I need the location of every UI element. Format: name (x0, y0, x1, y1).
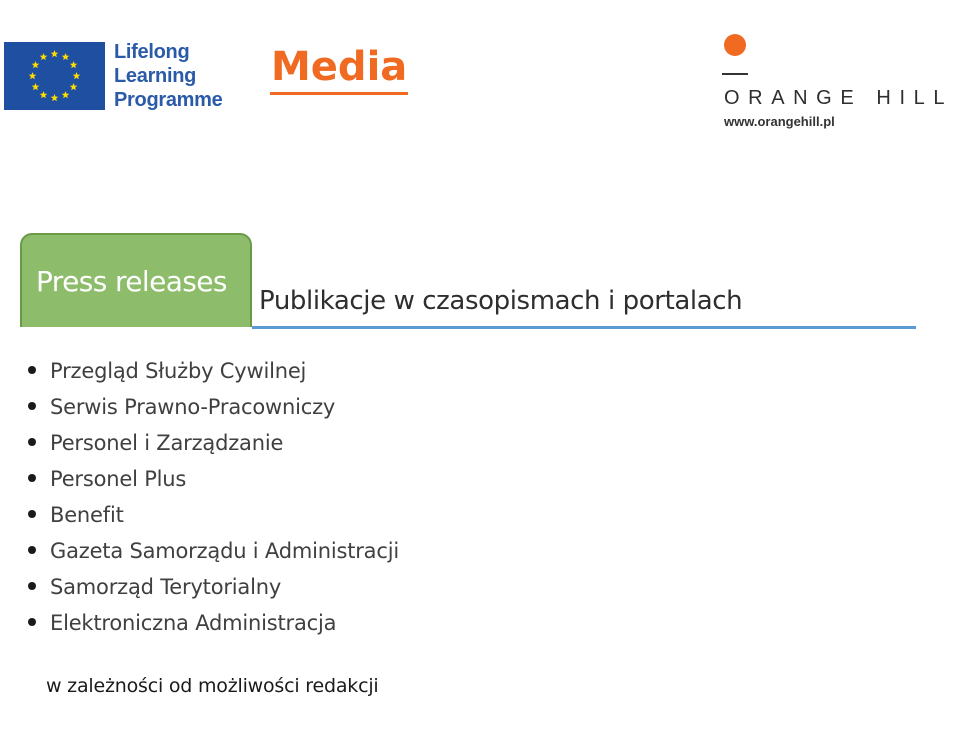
publication-name: Personel i Zarządzanie (50, 431, 284, 455)
bullet-icon (28, 474, 36, 482)
bullet-icon (28, 546, 36, 554)
orange-hill-url: www.orangehill.pl (724, 114, 835, 129)
section-divider (252, 326, 916, 329)
llp-line-3: Programme (114, 89, 223, 111)
eu-flag-icon (4, 42, 105, 110)
title-underline (270, 92, 408, 95)
bullet-icon (28, 582, 36, 590)
list-item (28, 353, 399, 389)
list-item (28, 533, 399, 569)
llp-line-1: Lifelong (114, 41, 190, 63)
llp-wordmark (114, 40, 222, 112)
publication-name: Gazeta Samorządu i Administracji (50, 539, 399, 563)
orange-hill-name: ORANGE HILL (724, 87, 954, 109)
bullet-icon (28, 366, 36, 374)
bullet-icon (28, 618, 36, 626)
bullet-icon (28, 438, 36, 446)
publication-name: Benefit (50, 503, 124, 527)
page-title: Media (271, 44, 408, 90)
footnote: w zależności od możliwości redakcji (46, 675, 379, 697)
publication-name: Serwis Prawno-Pracowniczy (50, 395, 336, 419)
list-item (28, 425, 399, 461)
list-item (28, 605, 399, 641)
publication-name: Przegląd Służby Cywilnej (50, 359, 307, 383)
bullet-icon (28, 402, 36, 410)
press-releases-tab (20, 233, 252, 327)
publication-name: Personel Plus (50, 467, 187, 491)
llp-line-2: Learning (114, 65, 197, 87)
orange-dot-icon (724, 34, 746, 56)
list-item (28, 569, 399, 605)
section-subtitle: Publikacje w czasopismach i portalach (259, 286, 743, 316)
list-item (28, 389, 399, 425)
logo-dash (722, 73, 748, 75)
list-item (28, 497, 399, 533)
bullet-icon (28, 510, 36, 518)
publication-name: Samorząd Terytorialny (50, 575, 282, 599)
lifelong-learning-programme-logo (4, 40, 244, 112)
publications-list (28, 353, 399, 641)
tab-label: Press releases (36, 265, 227, 298)
publication-name: Elektroniczna Administracja (50, 611, 337, 635)
list-item (28, 461, 399, 497)
orange-hill-logo (722, 34, 954, 134)
